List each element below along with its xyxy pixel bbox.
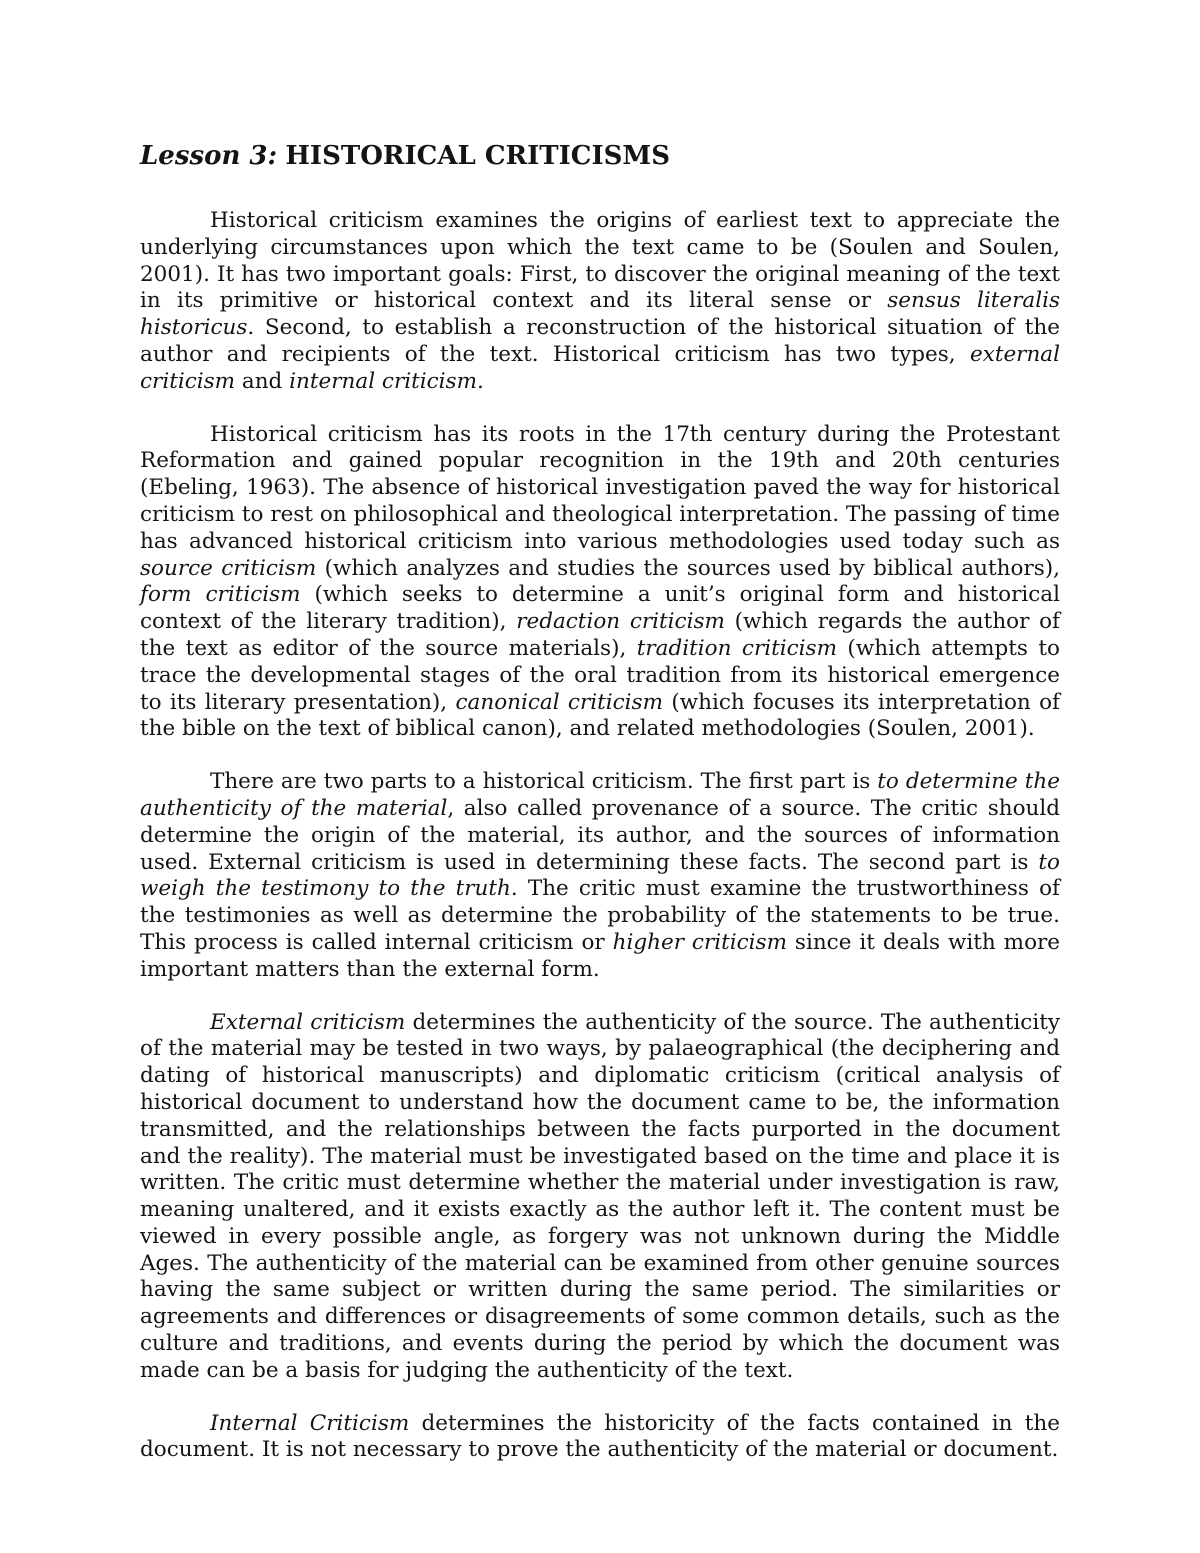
document-page	[140, 140, 1060, 1490]
emphasis: canonical criticism	[455, 689, 663, 715]
text-run: Historical criticism has its roots in the 17th century during the Protestant Reformation and gained popular recognition in the 19th and 20th centuries (Ebeling, 1963). The absence of historical investigation paved the way for historical criticism to rest on philosophical and theological interpretation. The passing of time has advanced historical criticism into various methodologies used today such as	[140, 421, 1060, 554]
lesson-title	[140, 140, 1060, 172]
emphasis: higher criticism	[612, 929, 787, 955]
text-run: since it deals with more important matters than the external form.	[140, 929, 1061, 982]
paragraph-intro	[140, 208, 1060, 396]
text-run: (which attempts to trace the developmental stages of the oral tradition from its historical emergence to its literary presentation),	[140, 635, 1060, 715]
text-run: determines the authenticity of the source. The authenticity of the material may be tested in two ways, by palaeographical (the deciphering and dating of historical manuscripts) and diplomatic criticism (critical analysis of historical document to understand how the document came to be, the information transmitted, and the relationships between the facts purported in the document and the reality). The material must be investigated based on the time and place it is written. The critic must determine whether the material under investigation is raw, meaning unaltered, and it exists exactly as the author left it. The content must be viewed in every possible angle, as forgery was not unknown during the Middle Ages. The authenticity of the material can be examined from other genuine sources having the same subject or written during the same period. The similarities or agreements and differences or disagreements of some common details, such as the culture and traditions, and events during the period by which the document was made can be a basis for judging the authenticity of the text.	[140, 1009, 1060, 1383]
text-run: .	[476, 368, 484, 394]
emphasis: external criticism	[140, 341, 1060, 394]
lesson-heading: HISTORICAL CRITICISMS	[285, 141, 670, 171]
emphasis: form criticism	[140, 582, 301, 608]
emphasis: to weigh the testimony to the truth	[140, 849, 1060, 902]
text-run: There are two parts to a historical criticism. The first part is	[210, 769, 878, 795]
paragraph-roots	[140, 422, 1060, 744]
text-run: (which seeks to determine a unit’s original form and historical context of the literary tradition),	[140, 582, 1061, 635]
text-run: . The critic must examine the trustworthiness of the testimonies as well as determine the probability of the statements to be true. This process is called internal criticism or	[140, 876, 1061, 955]
text-run: (which regards the author of the text as editor of the source materials),	[140, 609, 1060, 661]
emphasis: redaction criticism	[516, 609, 725, 635]
paragraph-internal-criticism	[140, 1411, 1060, 1465]
lesson-number: Lesson 3:	[140, 141, 278, 171]
text-run: , also called provenance of a source. The critic should determine the origin of the material, its author, and the sources of information used. External criticism is used in determining these facts. The second part is	[140, 795, 1060, 875]
emphasis: tradition criticism	[636, 635, 837, 661]
text-run: determines the historicity of the facts contained in the document. It is not necessary to prove the authenticity of the material or document.	[140, 1410, 1060, 1463]
paragraph-external-criticism	[140, 1010, 1060, 1385]
emphasis: Internal Criticism	[210, 1410, 410, 1436]
emphasis: internal criticism	[289, 368, 477, 394]
emphasis: External criticism	[210, 1009, 406, 1035]
text-run: and	[235, 368, 290, 394]
paragraph-two-parts	[140, 769, 1060, 983]
emphasis: to determine the authenticity of the material	[140, 769, 1060, 821]
emphasis: source criticism	[140, 555, 317, 581]
text-run: . Second, to establish a reconstruction of the historical situation of the author and recipients of the text. Historical criticism has two types,	[140, 315, 1060, 367]
emphasis: sensus literalis historicus	[140, 288, 1060, 341]
text-run: (which focuses its interpretation of the bible on the text of biblical canon), and related methodologies (Soulen, 2001).	[140, 689, 1060, 742]
text-run: (which analyzes and studies the sources used by biblical authors),	[316, 555, 1060, 581]
text-run: Historical criticism examines the origins of earliest text to appreciate the underlying circumstances upon which the text came to be (Soulen and Soulen, 2001). It has two important goals: First, to discover the original meaning of the text in its primitive or historical context and its literal sense or	[140, 208, 1060, 314]
